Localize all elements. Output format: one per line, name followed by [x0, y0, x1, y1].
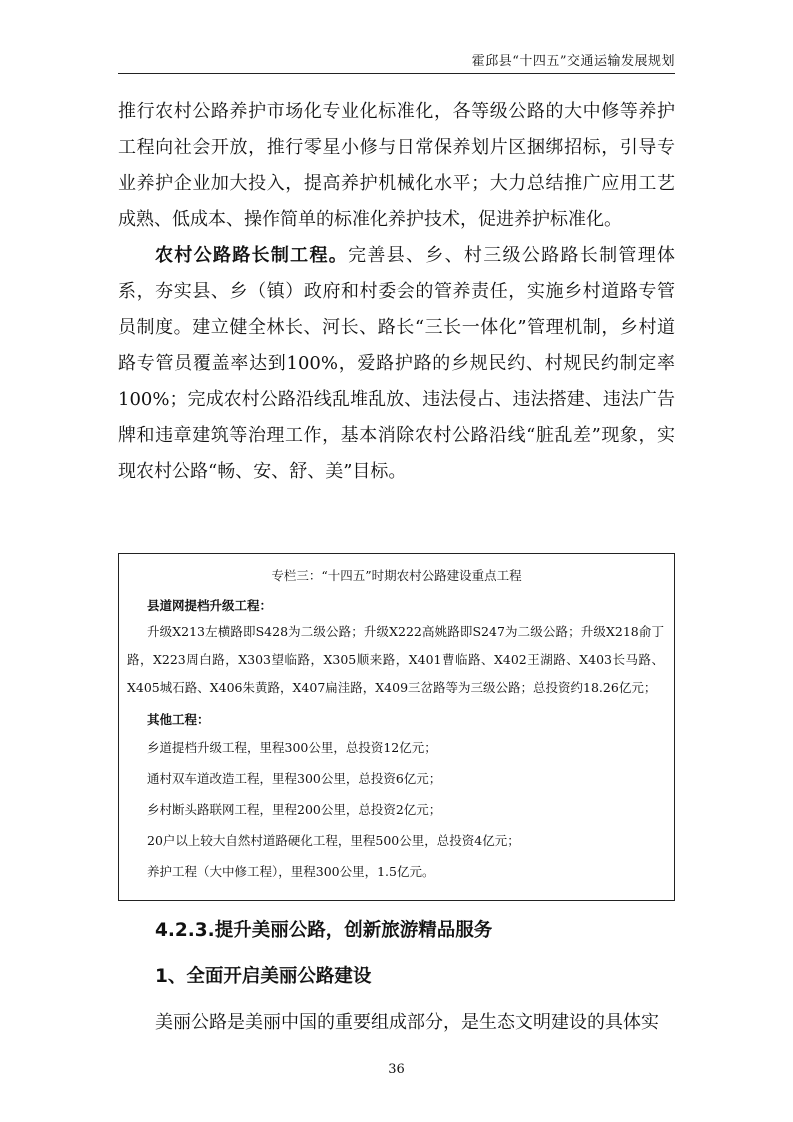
road-chief-text: 完善县、乡、村三级公路路长制管理体系，夯实县、乡（镇）政府和村委会的管养责任，实施乡村道路专管员制度。建立健全林长、河长、路长“三长一体化”管理机制，乡村道路专管员覆盖率达到100%，爱路护路的乡规民约、村规民约制定率100%；完成农村公路沿线乱堆乱放、违法侵占、违法搭建、违法广告牌和违章建筑等治理工作，基本消除农村公路沿线“脏乱差”现象，实现农村公路“畅、安、舒、美”目标。 — [118, 245, 675, 482]
last-paragraph: 美丽公路是美丽中国的重要组成部分，是生态文明建设的具体实 — [155, 1012, 659, 1033]
column-box-subtitle-county-roads: 县道网提档升级工程： — [147, 598, 273, 613]
intro-paragraph: 推行农村公路养护市场化专业化标准化，各等级公路的大中修等养护工程向社会开放，推行零星小修与日常保养划片区捆绑招标，引导专业养护企业加大投入，提高养护机械化水平；大力总结推广应用工艺成熟、低成本、操作简单的标准化养护技术，促进养护标准化。 — [118, 101, 675, 230]
page-number: 36 — [388, 1062, 405, 1077]
running-header: 霍邱县“十四五”交通运输发展规划 — [471, 54, 675, 69]
column-box-item: 通村双车道改造工程，里程300公里，总投资6亿元； — [147, 771, 442, 786]
column-box-item: 乡道提档升级工程，里程300公里，总投资12亿元； — [147, 740, 437, 755]
column-box-item: 乡村断头路联网工程，里程200公里，总投资2亿元； — [147, 802, 442, 817]
column-box-title: 专栏三：“十四五”时期农村公路建设重点工程 — [271, 568, 522, 583]
subsection-heading: 1、全面开启美丽公路建设 — [155, 966, 372, 987]
column-box-subtitle-other: 其他工程： — [147, 712, 210, 727]
road-chief-paragraph — [118, 238, 675, 490]
column-box-item: 20户以上较大自然村道路硬化工程，里程500公里，总投资4亿元； — [147, 833, 520, 848]
road-chief-lead: 农村公路路长制工程。 — [155, 245, 349, 266]
column-box — [118, 553, 675, 901]
body-text — [118, 94, 675, 490]
column-box-county-roads-text: 升级X213左横路即S428为二级公路；升级X222高姚路即S247为二级公路；升级X218俞丁路，X223周白路，X303望临路，X305顺来路，X401曹临路、X402王湖路、X403长马路、X405城石路、X406朱黄路，X407扁洼路，X409三岔路等为三级公路；总投资约18.26亿元； — [127, 624, 664, 695]
column-box-item: 养护工程（大中修工程），里程300公里，1.5亿元。 — [147, 864, 435, 879]
header-divider — [118, 73, 675, 74]
section-heading: 4.2.3.提升美丽公路，创新旅游精品服务 — [155, 920, 493, 941]
